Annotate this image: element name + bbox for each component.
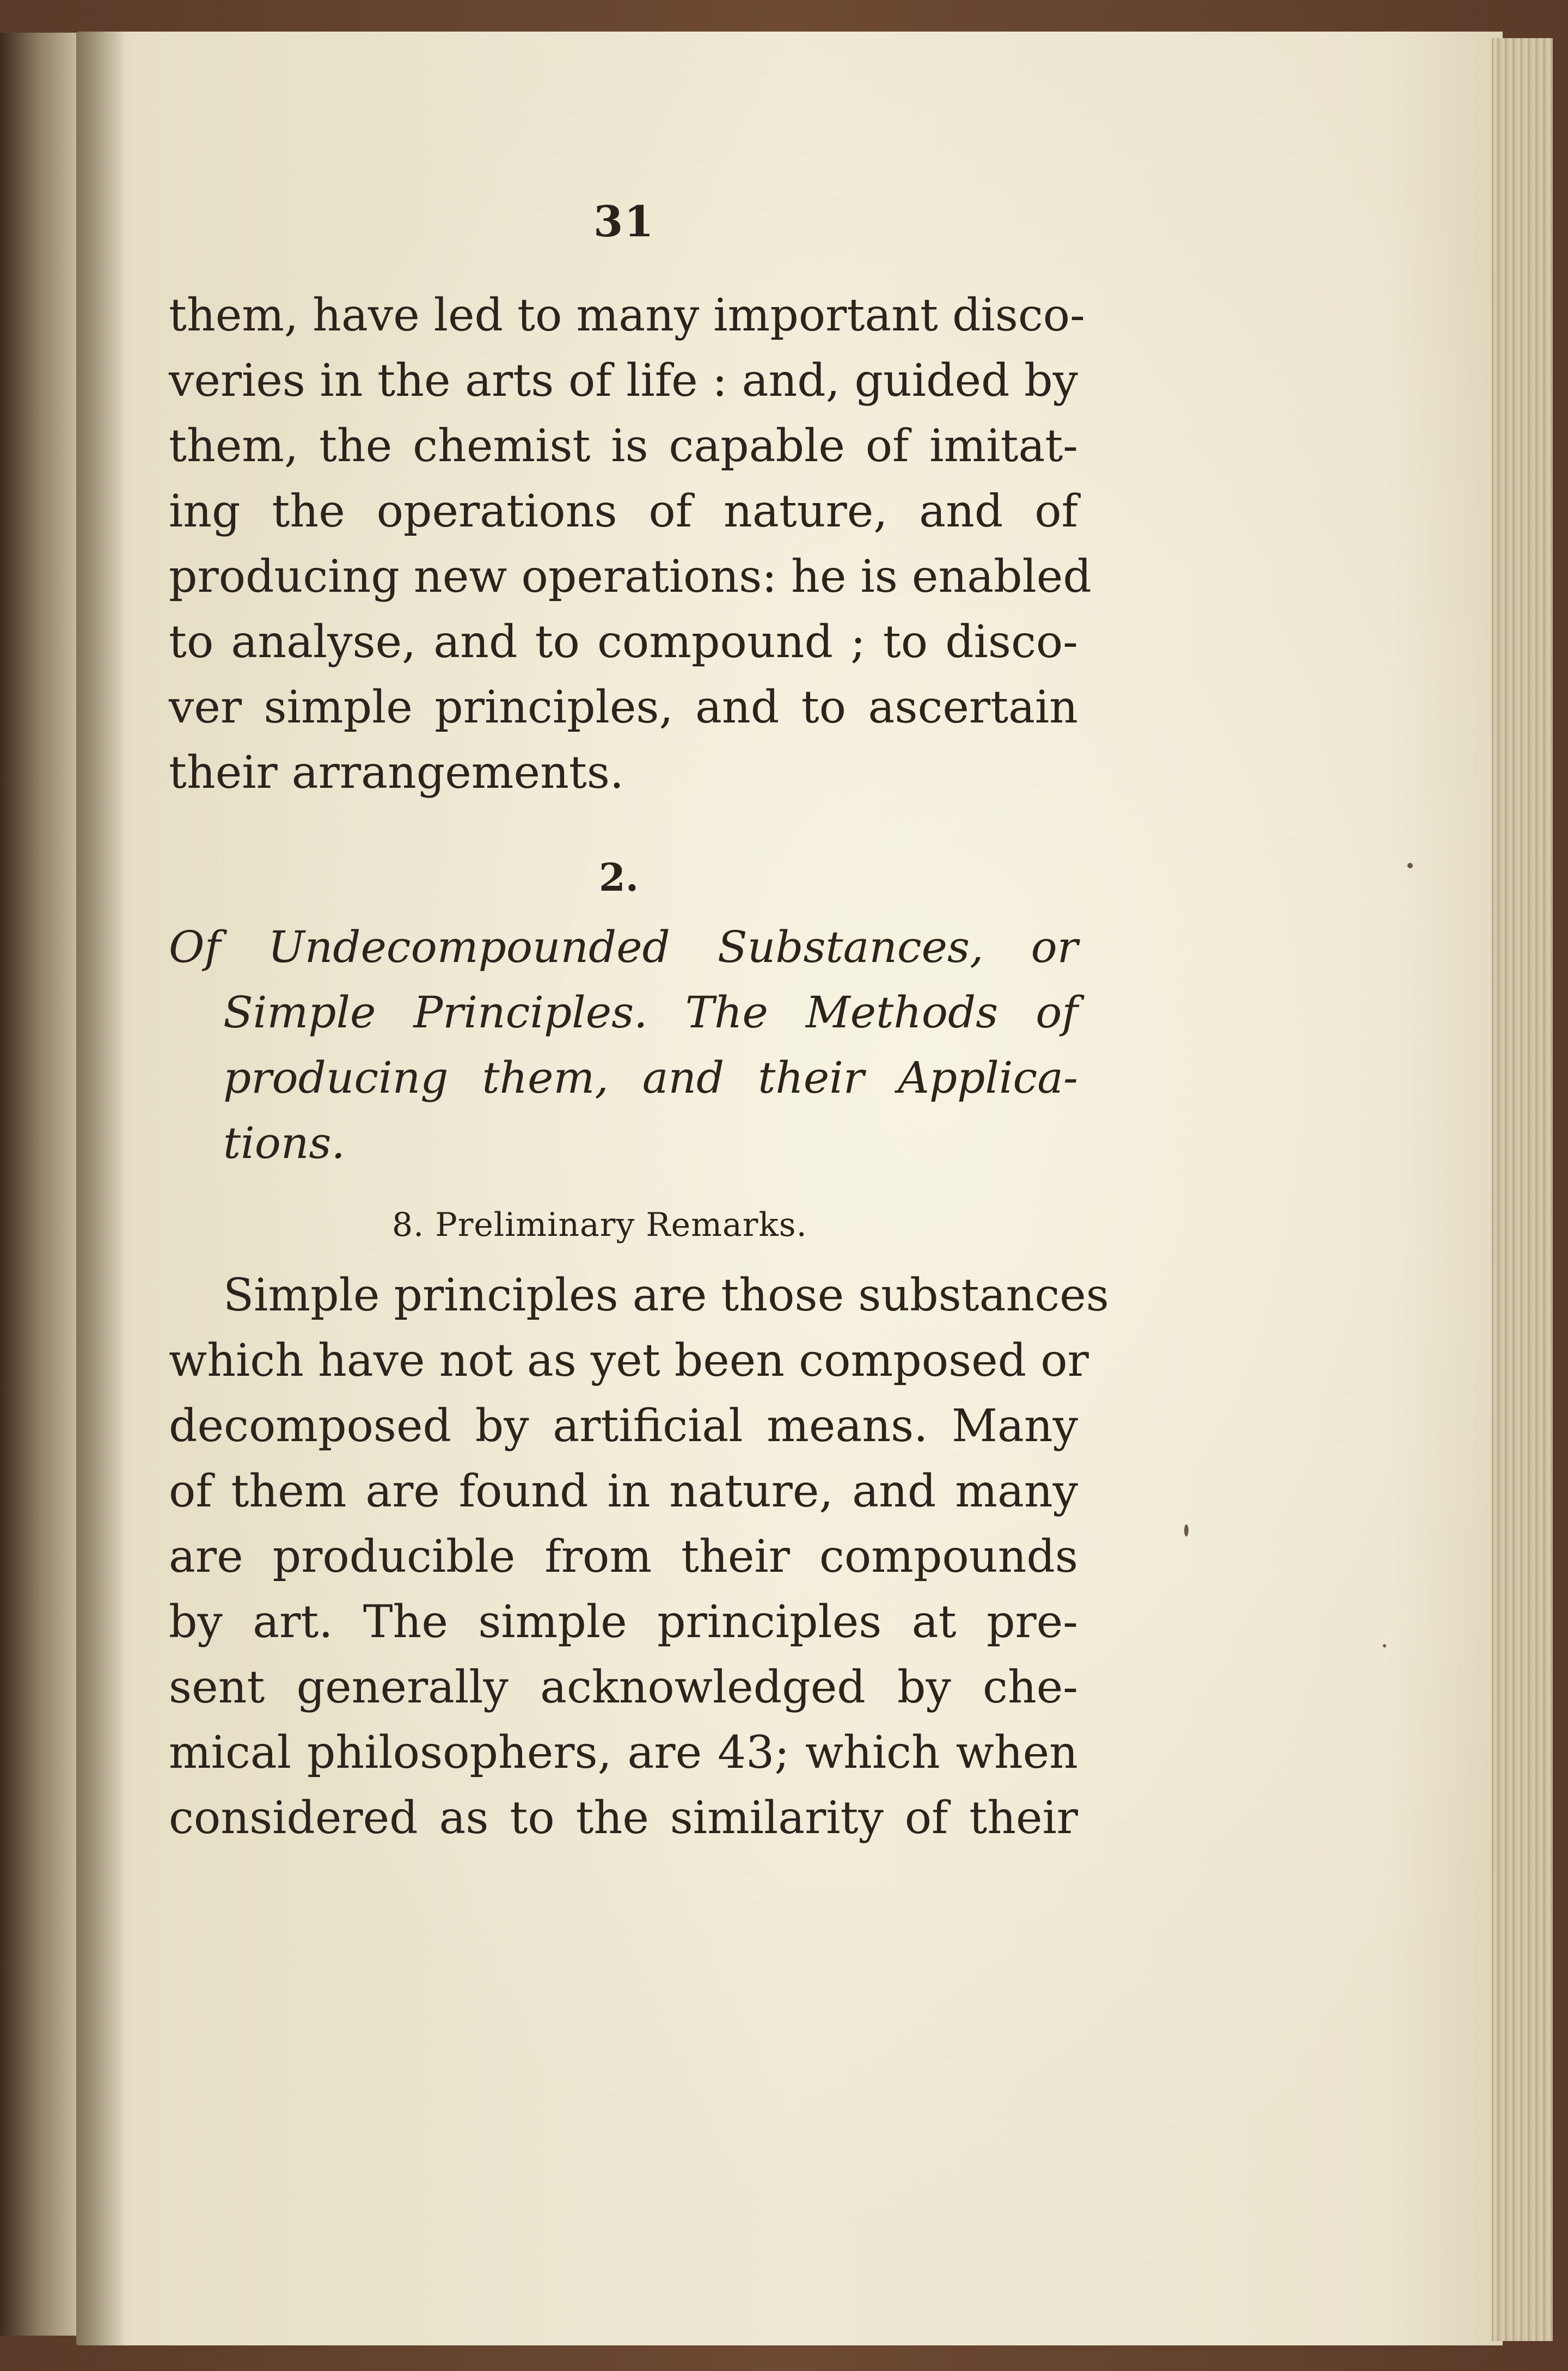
section-heading-line: producing them, and their Applica- [223,1052,1078,1103]
paragraph-1-line: them, the chemist is capable of imitat- [169,420,1078,472]
paragraph-2-line: decomposed by artificial means. Many [169,1400,1078,1452]
paragraph-2-line: considered as to the similarity of their [169,1792,1078,1844]
paragraph-1-line: their arrangements. [169,747,624,799]
section-heading-line: tions. [223,1118,345,1168]
paragraph-1-line: to analyse, and to compound ; to disco- [169,616,1078,668]
page-stack-edge [1492,38,1553,2341]
paragraph-2-line: Simple principles are those substances [223,1270,1109,1321]
paragraph-1-line: producing new operations: he is enabled [169,551,1092,603]
paragraph-2-line: mical philosophers, are 43; which when [169,1727,1078,1779]
paragraph-2-line: of them are found in nature, and many [169,1466,1078,1517]
paragraph-1-line: them, have led to many important disco- [169,290,1085,341]
paragraph-1-line: ing the operations of nature, and of [169,486,1078,537]
paragraph-1-line: ver simple principles, and to ascertain [169,682,1078,733]
paper-speck [1184,1524,1189,1536]
paper-speck [1407,863,1413,868]
paragraph-2-line: which have not as yet been composed or [169,1335,1089,1387]
paragraph-1-line: veries in the arts of life : and, guided by [169,355,1078,407]
paragraph-2-line: are producible from their compounds [169,1531,1078,1583]
paper-speck [1383,1644,1386,1647]
subsection-heading: 8. Preliminary Remarks. [392,1206,807,1244]
section-heading-line: Of Undecompounded Substances, or [169,922,1078,972]
page-number: 31 [593,197,655,247]
gutter-shadow [76,32,125,2345]
section-heading-line: Simple Principles. The Methods of [223,987,1078,1038]
paragraph-2-line: by art. The simple principles at pre- [169,1596,1078,1648]
paragraph-2-line: sent generally acknowledged by che- [169,1662,1078,1713]
section-number: 2. [599,855,639,900]
